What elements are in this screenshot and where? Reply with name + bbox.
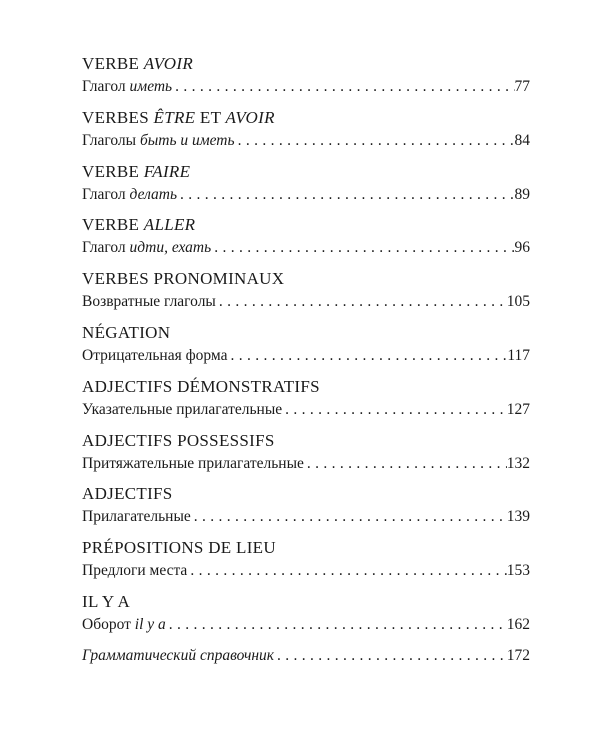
dot-leader — [304, 454, 507, 474]
page-number: 105 — [506, 293, 530, 311]
heading-text: VERBE — [82, 54, 144, 73]
toc-entry — [82, 323, 530, 377]
title-text: Возвратные глаголы — [82, 293, 216, 311]
toc-entry — [82, 431, 530, 485]
toc-entry-title — [82, 292, 216, 312]
heading-text: ADJECTIFS DÉMONSTRATIFS — [82, 376, 320, 396]
page-number: 96 — [514, 239, 530, 257]
toc-entry-title — [82, 454, 304, 474]
toc-entry — [82, 269, 530, 323]
title-text: Отрицательная форма — [82, 346, 228, 364]
heading-text: VERBE — [82, 161, 144, 181]
toc-entry-title — [82, 131, 235, 151]
toc-entry — [82, 538, 530, 592]
dot-leader — [191, 507, 507, 527]
toc-entry-title — [82, 646, 274, 666]
toc-section-heading — [82, 323, 170, 343]
toc-entry — [82, 592, 530, 646]
page-number: 127 — [506, 400, 530, 418]
dot-leader — [274, 646, 507, 666]
toc-entry-title — [82, 238, 211, 258]
toc-section-heading — [82, 431, 275, 451]
page-number: 153 — [506, 562, 530, 580]
dot-leader — [187, 561, 506, 581]
toc-line — [82, 346, 530, 366]
toc-line — [82, 131, 530, 151]
dot-leader — [235, 131, 515, 151]
title-text: делать — [129, 185, 178, 203]
toc-line — [82, 646, 530, 666]
title-text: иметь — [129, 78, 173, 95]
toc-entry-title — [82, 561, 187, 581]
toc-section-heading — [82, 108, 275, 128]
toc-entry — [82, 215, 530, 269]
toc-section-heading — [82, 484, 173, 504]
dot-leader — [211, 238, 514, 258]
toc-section-heading — [82, 538, 276, 558]
heading-text: VERBE — [82, 215, 144, 235]
title-text: Оборот — [82, 615, 135, 633]
heading-text: ADJECTIFS — [82, 484, 173, 504]
toc-section-heading — [82, 269, 284, 289]
title-text: Притяжательные прилагательные — [82, 454, 304, 472]
toc-entry-title — [82, 400, 282, 420]
page-number: 172 — [506, 646, 530, 664]
heading-text: IL Y A — [82, 591, 131, 611]
dot-leader — [282, 400, 507, 420]
title-text: идти, ехать — [129, 239, 212, 257]
toc-line — [82, 185, 530, 205]
toc-section-heading — [82, 377, 320, 397]
toc-line — [82, 507, 530, 527]
dot-leader — [228, 346, 508, 366]
title-text: быть и иметь — [139, 131, 235, 149]
toc-line — [82, 292, 530, 312]
heading-text: ÊTRE — [153, 107, 196, 127]
heading-text: ET — [195, 107, 226, 127]
toc-entry-title — [82, 77, 172, 97]
toc-entry-title — [82, 346, 228, 366]
table-of-contents — [82, 54, 530, 700]
title-text: Грамматический справочник — [82, 646, 275, 664]
page-number: 139 — [506, 508, 530, 526]
heading-text: VERBES — [82, 107, 154, 127]
toc-entry-title — [82, 615, 166, 635]
title-text: Предлоги места — [82, 562, 188, 580]
heading-text: NÉGATION — [82, 322, 171, 342]
toc-entry — [82, 646, 530, 700]
toc-entry — [82, 108, 530, 162]
page-number: 132 — [506, 454, 530, 472]
title-text: Глаголы — [82, 131, 140, 149]
toc-line — [82, 615, 530, 635]
toc-entry-title — [82, 507, 191, 527]
title-text: Глагол — [82, 239, 130, 257]
title-text: Прилагательные — [82, 508, 191, 526]
heading-text: AVOIR — [143, 54, 194, 73]
dot-leader — [166, 615, 507, 635]
toc-entry — [82, 54, 530, 108]
toc-entry — [82, 484, 530, 538]
title-text: Указательные прилагательные — [82, 400, 283, 418]
toc-section-heading — [82, 54, 193, 74]
toc-section-heading — [82, 215, 195, 235]
toc-section-heading — [82, 162, 190, 182]
toc-line — [82, 238, 530, 258]
heading-text: FAIRE — [143, 161, 191, 181]
dot-leader — [172, 77, 514, 97]
dot-leader — [177, 185, 514, 205]
toc-entry — [82, 162, 530, 216]
title-text: Глагол — [82, 185, 130, 203]
heading-text: PRÉPOSITIONS DE LIEU — [82, 538, 276, 558]
page-number: 162 — [506, 615, 530, 633]
heading-text: ALLER — [143, 215, 196, 235]
page-number: 77 — [514, 78, 530, 95]
heading-text: ADJECTIFS POSSESSIFS — [82, 430, 275, 450]
title-text: Глагол — [82, 78, 130, 95]
page-number: 84 — [514, 131, 530, 149]
toc-section-heading — [82, 592, 130, 612]
toc-line — [82, 400, 530, 420]
toc-line — [82, 561, 530, 581]
heading-text: AVOIR — [225, 107, 275, 127]
toc-line — [82, 77, 530, 97]
heading-text: VERBES PRONOMINAUX — [82, 269, 285, 289]
page-number: 117 — [507, 346, 530, 364]
page-number: 89 — [514, 185, 530, 203]
toc-entry — [82, 377, 530, 431]
toc-line — [82, 454, 530, 474]
title-text: il y a — [134, 615, 166, 633]
dot-leader — [216, 292, 507, 312]
toc-entry-title — [82, 185, 177, 205]
